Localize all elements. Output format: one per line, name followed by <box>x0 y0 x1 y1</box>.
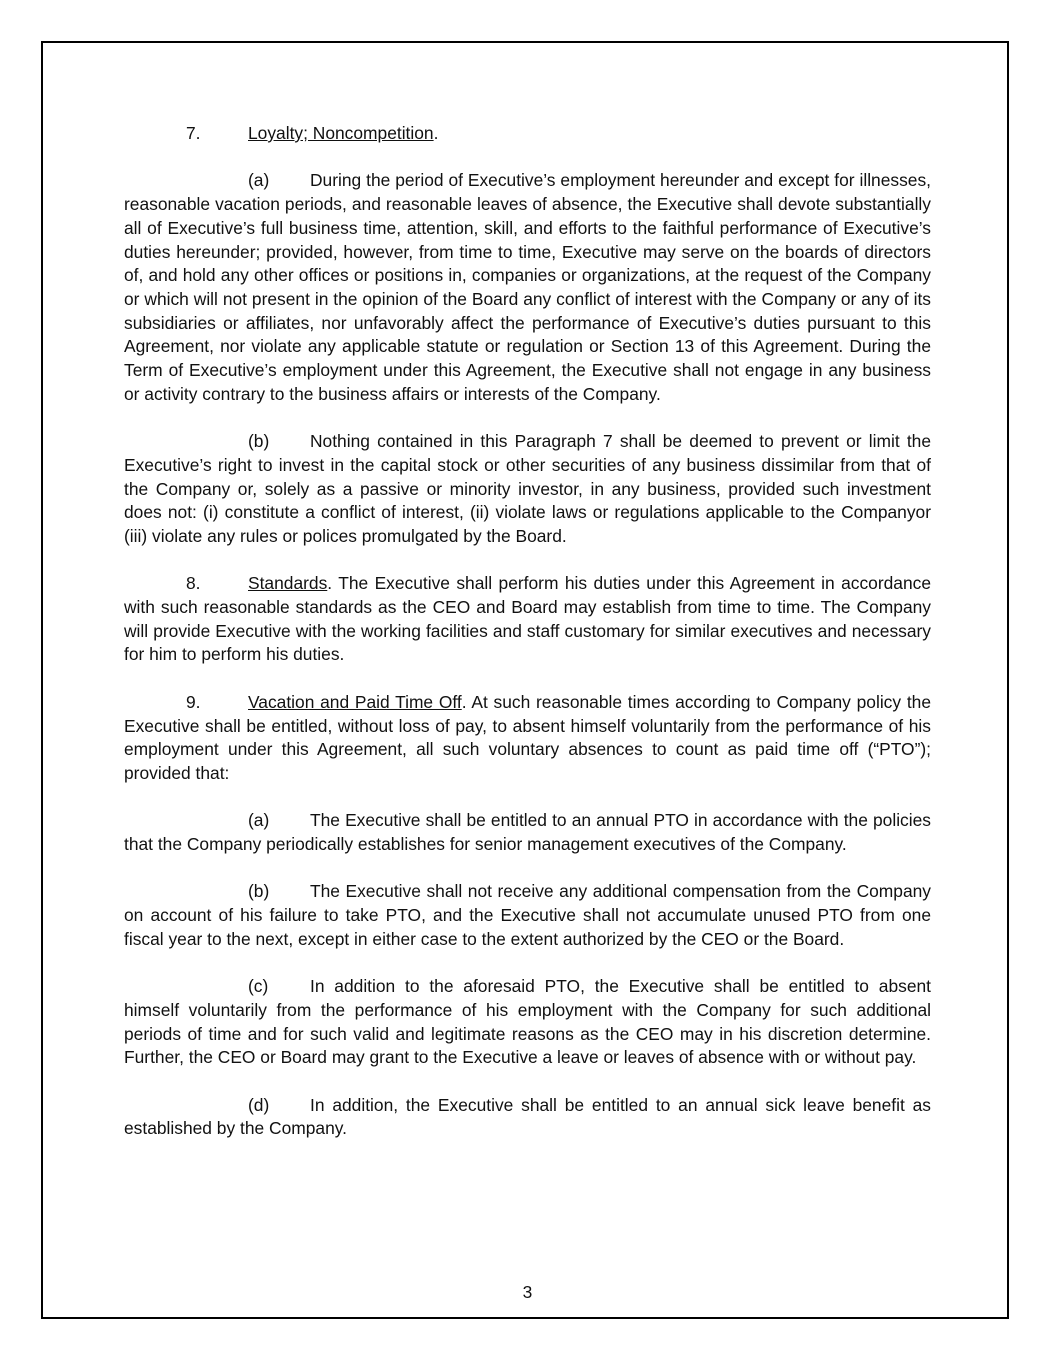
section-7a-text: During the period of Executive’s employment hereunder and except for illnesses, reasonable vacation periods, and reasonable leaves of absence, the Executive shall devote substantially all of Executive’s full business time, attention, skill, and efforts to the faithful performance of Executive’s duties hereunder; provided, however, from time to time, Executive may serve on the boards of directors of, and hold any other offices or positions in, companies or organizations, at the request of the Company or which will not present in the opinion of the Board any conflict of interest with the Company or any of its subsidiaries or affiliates, nor unfavorably affect the performance of Executive’s duties pursuant to this Agreement, nor violate any applicable statute or regulation or Section 13 of this Agreement. During the Term of Executive’s employment under this Agreement, the Executive shall not engage in any business or activity contrary to the business affairs or interests of the Company. <box>124 170 931 404</box>
section-7-heading <box>124 122 931 146</box>
section-9-text: . At such reasonable times according to Company policy the Executive shall be entitled, without loss of pay, to absent himself voluntarily from the performance of his employment under this Agreement, all such voluntary absences to count as paid time off (“PTO”); provided that: <box>124 691 931 783</box>
section-9b-text: The Executive shall not receive any additional compensation from the Company on account of his failure to take PTO, and the Executive shall not accumulate unused PTO from one fiscal year to the next, except in either case to the extent authorized by the CEO or the Board. <box>124 881 931 949</box>
section-9-title: Vacation and Paid Time Off <box>248 691 462 712</box>
section-9-number: 9. <box>186 691 201 712</box>
section-8-paragraph <box>124 572 931 667</box>
section-7-number: 7. <box>186 123 201 143</box>
section-7b-text: Nothing contained in this Paragraph 7 shall be deemed to prevent or limit the Executive’s right to invest in the capital stock or other securities of any business dissimilar from that of the Company or, solely as a passive or minority investor, in any business, provided such investment does not: (i) constitute a conflict of interest, (ii) violate laws or regulations applicable to the Companyor (iii) violate any rules or polices promulgated by the Board. <box>124 431 931 546</box>
section-9-paragraph <box>124 691 931 786</box>
section-7-title-suffix: . <box>433 123 439 143</box>
section-9a-paragraph <box>124 809 931 856</box>
section-9c-label: (c) <box>248 976 269 997</box>
section-7a-label: (a) <box>248 170 270 191</box>
document-body <box>124 122 931 1165</box>
section-9b-paragraph <box>124 880 931 951</box>
section-8-text: . The Executive shall perform his duties under this Agreement in accordance with such reasonable standards as the CEO and Board may establish from time to time. The Company will provide Executive with the working facilities and staff customary for similar executives and necessary for him to perform his duties. <box>124 573 931 665</box>
section-7b-label: (b) <box>248 431 270 452</box>
section-7-title: Loyalty; Noncompetition <box>248 123 434 143</box>
section-9b-label: (b) <box>248 881 270 902</box>
section-9c-text: In addition to the aforesaid PTO, the Executive shall be entitled to absent himself voluntarily from the performance of his employment with the Company for such additional periods of time and for such valid and legitimate reasons as the CEO may in his discretion determine. Further, the CEO or Board may grant to the Executive a leave or leaves of absence with or without pay. <box>124 976 931 1068</box>
section-9a-text: The Executive shall be entitled to an annual PTO in accordance with the policies that the Company periodically establishes for senior management executives of the Company. <box>124 810 931 855</box>
section-7b-paragraph <box>124 430 931 549</box>
section-9d-text: In addition, the Executive shall be entitled to an annual sick leave benefit as established by the Company. <box>124 1094 931 1139</box>
page-number: 3 <box>522 1282 533 1302</box>
section-9a-label: (a) <box>248 810 270 831</box>
section-8-title: Standards <box>248 573 328 594</box>
section-7a-paragraph <box>124 169 931 406</box>
section-9d-paragraph <box>124 1094 931 1141</box>
section-8-number: 8. <box>186 573 201 594</box>
section-9d-label: (d) <box>248 1094 270 1115</box>
section-9c-paragraph <box>124 975 931 1070</box>
